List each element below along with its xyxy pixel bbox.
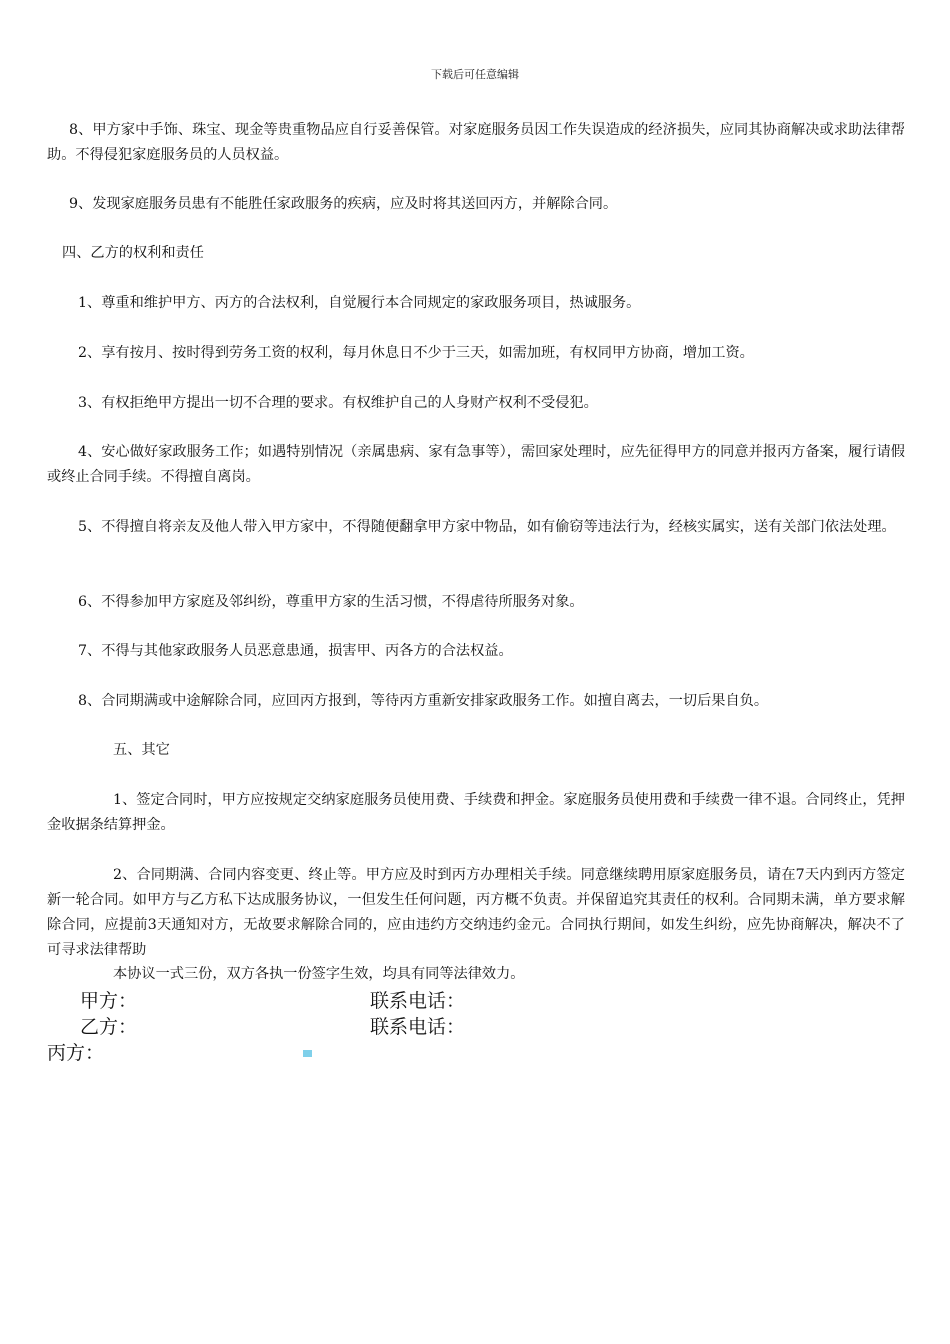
clause-a8: 8、甲方家中手饰、珠宝、现金等贵重物品应自行妥善保管。对家庭服务员因工作失误造成的经济损失，应同其协商解决或求助法律帮助。不得侵犯家庭服务员的人员权益。 <box>47 122 905 163</box>
clause-b2: 2、享有按月、按时得到劳务工资的权利，每月休息日不少于三天，如需加班，有权同甲方协商，增加工资。 <box>78 345 754 361</box>
signature-party-a-phone: 联系电话： <box>370 990 466 1012</box>
clause-b8: 8、合同期满或中途解除合同，应回丙方报到，等待丙方重新安排家政服务工作。如擅自离去，一切后果自负。 <box>78 693 769 709</box>
clause-b6: 6、不得参加甲方家庭及邻纠纷，尊重甲方家的生活习惯，不得虐待所服务对象。 <box>78 594 584 610</box>
clause-c1: 1、签定合同时，甲方应按规定交纳家庭服务员使用费、手续费和押金。家庭服务员使用费和手续费一律不退。合同终止，凭押金收据条结算押金。 <box>47 792 905 833</box>
clause-b7: 7、不得与其他家政服务人员恶意患通，损害甲、丙各方的合法权益。 <box>78 643 513 659</box>
section-four-heading: 四、乙方的权利和责任 <box>62 245 204 261</box>
clause-b3: 3、有权拒绝甲方提出一切不合理的要求。有权维护自己的人身财产权利不受侵犯。 <box>78 395 598 411</box>
text-cursor-marker <box>303 1050 312 1057</box>
clause-b1: 1、尊重和维护甲方、丙方的合法权利，自觉履行本合同规定的家政服务项目，热诚服务。 <box>78 295 641 311</box>
signature-party-b-phone: 联系电话： <box>370 1016 466 1038</box>
clause-c2: 2、合同期满、合同内容变更、终止等。甲方应及时到丙方办理相关手续。同意继续聘用原家庭服务员，请在7天内到丙方签定新一轮合同。如甲方与乙方私下达成服务协议，一但发生任何问题，丙方概不负责。并保留追究其责任的权利。合同期未满，单方要求解除合同，应提前3天通知对方，无故要求解除合同的，应由违约方交纳违约金元。合同执行期间，如发生纠纷，应先协商解决，解决不了可寻求法律帮助 <box>47 867 905 958</box>
signature-party-a: 甲方： <box>80 990 138 1012</box>
page-header: 下载后可任意编辑 <box>431 68 519 81</box>
signature-party-c: 丙方： <box>47 1042 105 1064</box>
section-five-heading: 五、其它 <box>113 742 170 758</box>
clause-b4: 4、安心做好家政服务工作；如遇特别情况（亲属患病、家有急事等），需回家处理时，应先征得甲方的同意并报丙方备案，履行请假或终止合同手续。不得擅自离岗。 <box>47 444 905 485</box>
signature-party-b: 乙方： <box>80 1016 138 1038</box>
clause-a9: 9、发现家庭服务员患有不能胜任家政服务的疾病，应及时将其送回丙方，并解除合同。 <box>69 196 618 212</box>
clause-b5: 5、不得擅自将亲友及他人带入甲方家中，不得随便翻拿甲方家中物品，如有偷窃等违法行为，经核实属实，送有关部门依法处理。 <box>78 519 896 535</box>
agreement-copies: 本协议一式三份，双方各执一份签字生效，均具有同等法律效力。 <box>113 966 525 982</box>
